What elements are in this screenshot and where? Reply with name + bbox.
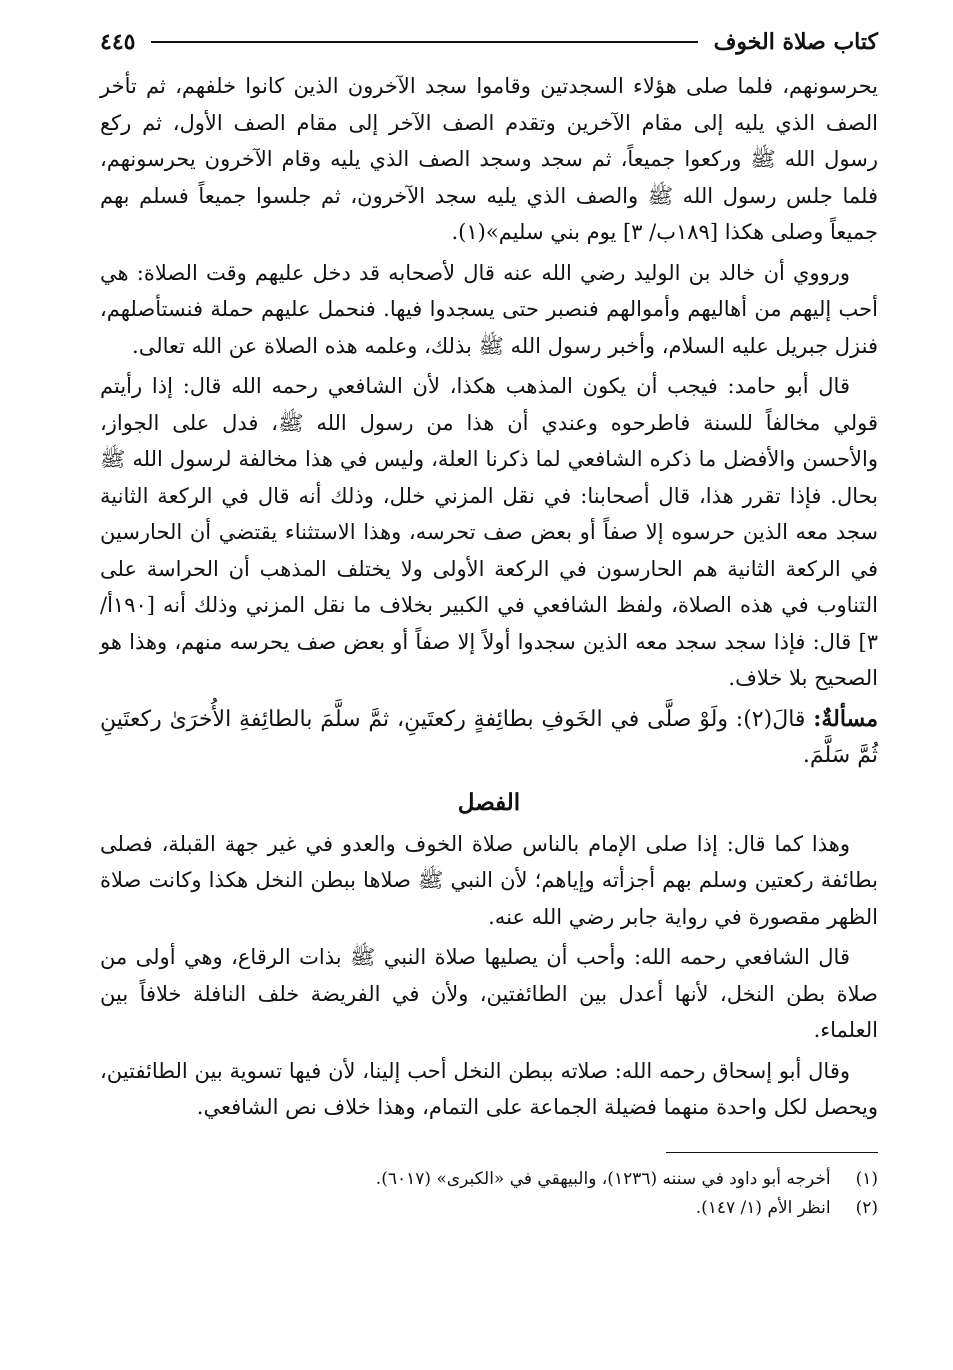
page-number: ٤٤٥ <box>100 29 136 55</box>
header-rule <box>151 41 697 43</box>
footnote-text: أخرجه أبو داود في سننه (١٢٣٦)، والبيهقي في «الكبرى» (٦٠١٧). <box>375 1168 831 1189</box>
footnote-2 <box>100 1194 878 1223</box>
paragraph-1: يحرسونهم، فلما صلى هؤلاء السجدتين وقاموا سجد الآخرون الذين كانوا خلفهم، ثم تأخر الصف الذي يليه إلى مقام الآخرين وتقدم الصف الآخر إلى مقام الصف الأول، ثم ركع رسول الله ﷺ وركعوا جميعاً، ثم سجد وسجد الصف الذي يليه وقام الآخرون يحرسونهم، فلما جلس رسول الله ﷺ والصف الذي يليه سجد الآخرون، ثم جلسوا جميعاً فسلم بهم جميعاً وصلى هكذا [١٨٩ب/ ٣] يوم بني سليم»(١). <box>100 74 878 244</box>
footnote-text: انظر الأم (١/ ١٤٧). <box>695 1197 831 1218</box>
book-page <box>100 22 878 1223</box>
footnote-number: (٢) <box>855 1197 878 1218</box>
masala-text: قالَ(٢): ولَوْ صلَّى في الخَوفِ بطائِفةٍ ركعتَينِ، ثمَّ سلَّمَ بالطائِفةِ الأُخرَىٰ ركعتَينِ ثُمَّ سَلَّمَ. <box>100 706 878 768</box>
main-text <box>100 68 878 1126</box>
masala-paragraph <box>100 701 878 775</box>
paragraph-2: ورووي أن خالد بن الوليد رضي الله عنه قال لأصحابه قد دخل عليهم وقت الصلاة: هي أحب إليهم من أهاليهم وأموالهم فنصبر حتى يسجدوا فيها. فنحمل عليهم حملة فنستأصلهم، فنزل جبريل عليه السلام، وأخبر رسول الله ﷺ بذلك، وعلمه هذه الصلاة عن الله تعالى. <box>100 260 878 358</box>
book-title: كتاب صلاة الخوف <box>713 29 878 55</box>
section-paragraph-3: وقال أبو إسحاق رحمه الله: صلاته ببطن النخل أحب إلينا، لأن فيها تسوية بين الطائفتين، ويحصل لكل واحدة منهما فضيلة الجماعة على التمام، وهذا خلاف نص الشافعي. <box>100 1058 878 1119</box>
section-heading: الفصل <box>457 788 521 816</box>
footnote-number: (١) <box>855 1168 878 1189</box>
masala-term: مسألةٌ: <box>813 705 878 732</box>
section-paragraph-1: وهذا كما قال: إذا صلى الإمام بالناس صلاة الخوف والعدو في غير جهة القبلة، فصلى بطائفة ركعتين وسلم بهم أجزأته وإياهم؛ لأن النبي ﷺ صلاها ببطن النخل هكذا وكانت صلاة الظهر مقصورة في رواية جابر رضي الله عنه. <box>100 831 878 929</box>
footnotes <box>100 1165 878 1223</box>
paragraph-3: قال أبو حامد: فيجب أن يكون المذهب هكذا، لأن الشافعي رحمه الله قال: إذا رأيتم قولي مخالفاً للسنة فاطرحوه وعندي أن هذا من رسول الله ﷺ، فدل على الجواز، والأحسن والأفضل ما ذكره الشافعي لما ذكرنا العلة، وليس في هذا مخالفة لرسول الله ﷺ بحال. فإذا تقرر هذا، قال أصحابنا: في نقل المزني خلل، وذلك أنه قال في الركعة الثانية سجد معه الذين حرسوه إلا صفاً أو بعض صف تحرسه، وهذا الاستثناء يقتضي أن الحارسين في الركعة الثانية هم الحارسون في الركعة الأولى ولا يختلف المذهب أن الحراسة على التناوب في هذه الصلاة، ولفظ الشافعي في الكبير بخلاف ما نقل المزني وذلك أنه [١٩٠أ/ ٣] قال: فإذا سجد سجد معه الذين سجدوا أولاً إلا صفاً أو بعض صف يحرسه منهم، وهذا هو الصحيح بلا خلاف. <box>100 374 878 690</box>
footnote-rule <box>666 1152 878 1153</box>
footnote-1 <box>100 1165 878 1194</box>
section-paragraph-2: قال الشافعي رحمه الله: وأحب أن يصليها صلاة النبي ﷺ بذات الرقاع، وهي أولى من صلاة بطن النخل، لأنها أعدل بين الطائفتين، ولأن في الفريضة خلف النافلة خلافاً بين العلماء. <box>100 945 878 1042</box>
page-header <box>100 22 878 62</box>
